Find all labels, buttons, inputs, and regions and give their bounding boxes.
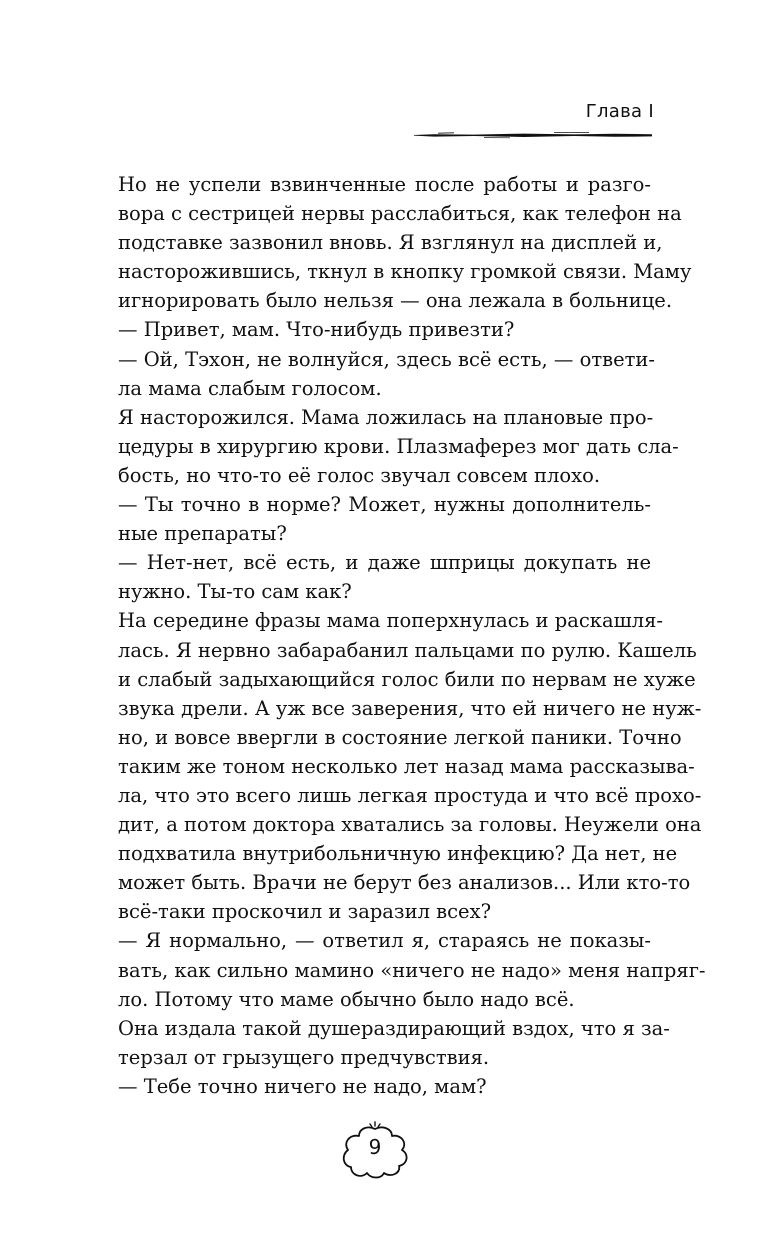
text-line: но, и вовсе ввергли в состояние легкой паники. Точно xyxy=(118,725,682,749)
text-line: всё-таки проскочил и заразил всех? xyxy=(118,900,492,924)
text-line: На середине фразы мама поперхнулась и раскашля- xyxy=(118,609,663,633)
text-line: Она издала такой душераздирающий вздох, что я за- xyxy=(118,1016,670,1040)
text-line: Но не успели взвинченные после работы и разго- xyxy=(118,173,651,196)
text-line: бость, но что-то её голос звучал совсем плохо. xyxy=(118,463,601,487)
text-line: — Привет, мам. Что-нибудь привезти? xyxy=(118,318,515,342)
text-line: нужно. Ты-то сам как? xyxy=(118,580,352,604)
text-line: Я насторожился. Мама ложилась на плановые про- xyxy=(118,405,654,429)
text-line: дит, а потом доктора хватались за головы. Неужели она xyxy=(118,813,702,837)
text-line: терзал от грызущего предчувствия. xyxy=(118,1045,490,1069)
body-text xyxy=(118,170,706,1101)
text-line: таким же тоном несколько лет назад мама рассказыва- xyxy=(118,754,695,778)
text-line: ла мама слабым голосом. xyxy=(118,376,382,400)
text-line: звука дрели. А уж все заверения, что ей ничего не нуж- xyxy=(118,696,702,720)
text-line: — Ты точно в норме? Может, нужны дополнитель- xyxy=(118,493,651,517)
text-line: ла, что это всего лишь легкая простуда и что всё прохо- xyxy=(118,783,702,807)
text-line: — Ой, Тэхон, не волнуйся, здесь всё есть, — ответи- xyxy=(118,347,656,371)
text-line: игнорировать было нельзя — она лежала в больнице. xyxy=(118,289,673,313)
text-line: может быть. Врачи не берут без анализов... Или кто-то xyxy=(118,871,691,895)
text-line: вора с сестрицей нервы расслабиться, как телефон на xyxy=(118,202,682,226)
text-line: — Тебе точно ничего не надо, мам? xyxy=(118,1074,487,1098)
text-line: — Я нормально, — ответил я, стараясь не показы- xyxy=(118,929,651,953)
text-line: подхватила внутрибольничную инфекцию? Да нет, не xyxy=(118,842,678,866)
text-line: цедуры в хирургию крови. Плазмаферез мог дать сла- xyxy=(118,434,679,458)
text-line: ло. Потому что маме обычно было надо всё. xyxy=(118,987,575,1011)
text-line: подставке зазвонил вновь. Я взглянул на дисплей и, xyxy=(118,231,663,255)
running-header: Глава I xyxy=(585,101,654,122)
page-number-badge xyxy=(337,1121,413,1181)
text-line: — Нет-нет, всё есть, и даже шприцы докупать не xyxy=(118,551,651,575)
text-line: лась. Я нервно забарабанил пальцами по рулю. Кашель xyxy=(118,638,697,662)
text-line: насторожившись, ткнул в кнопку громкой связи. Маму xyxy=(118,260,692,284)
page-number: 9 xyxy=(368,1135,382,1159)
text-line: ные препараты? xyxy=(118,522,287,546)
text-line: вать, как сильно мамино «ничего не надо» меня напряг- xyxy=(118,958,706,982)
header-rule xyxy=(414,130,652,140)
text-line: и слабый задыхающийся голос били по нервам не хуже xyxy=(118,667,696,691)
